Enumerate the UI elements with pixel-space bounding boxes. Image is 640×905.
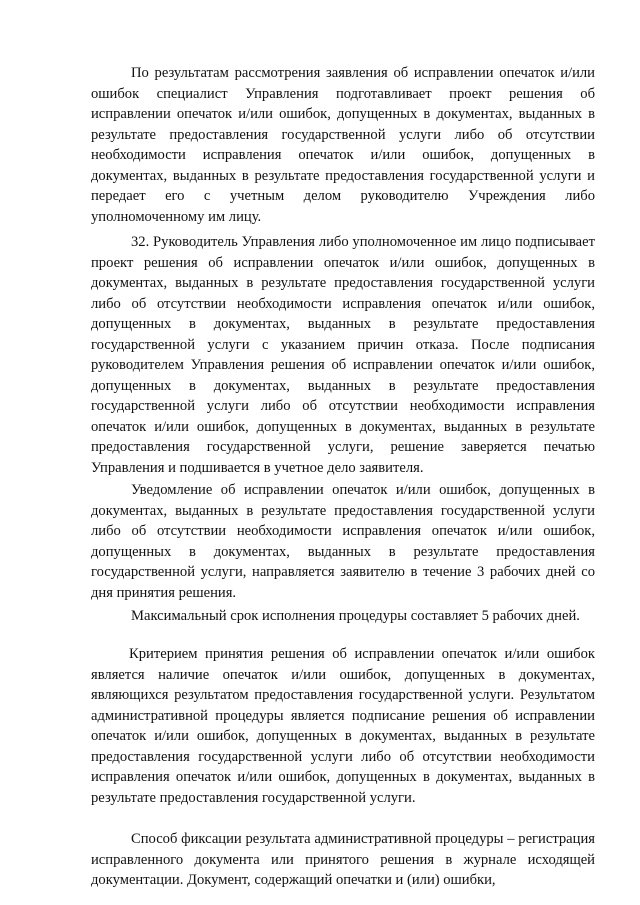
paragraph-review-results: По результатам рассмотрения заявления об исправлении опечаток и/или ошибок специалист Управления подготавливает проект решения об исправлении опечаток и/или ошибок, допущенных в документах, выданных в результате предоставления государственной услуги либо об отсутствии необходимости исправления опечаток и/или ошибок, допущенных в документах, выданных в результате предоставления государственной услуги и передает его с учетным делом руководителю Учреждения либо уполномоченному им лицу.: [91, 65, 595, 225]
paragraph-criterion-result: Критерием принятия решения об исправлении опечаток и/или ошибок является наличие опечаток и/или ошибок, допущенных в документах, являющихся результатом предоставления государственной услуги. Результатом административной процедуры является подписание решения об исправлении опечаток и/или ошибок, допущенных в документах, выданных в результате предоставления государственной услуги либо об отсутствии необходимости исправления опечаток и/или ошибок, допущенных в документах, выданных в результате предоставления государственной услуги.: [91, 646, 595, 806]
paragraph-fixation-method: Способ фиксации результата административной процедуры – регистрация исправленного документа или принятого решения в журнале исходящей документации. Документ, содержащий опечатки и (или) ошибки,: [91, 831, 595, 888]
paragraph-max-term: Максимальный срок исполнения процедуры составляет 5 рабочих дней.: [131, 608, 580, 624]
paragraph-notification: Уведомление об исправлении опечаток и/или ошибок, допущенных в документах, выданных в результате предоставления государственной услуги либо об отсутствии необходимости исправления опечаток и/или ошибок, допущенных в документах, выданных в результате предоставления государственной услуги, направляется заявителю в течение 3 рабочих дней со дня принятия решения.: [91, 482, 595, 601]
paragraph-32-signing: 32. Руководитель Управления либо уполномоченное им лицо подписывает проект решения об исправлении опечаток и/или ошибок, допущенных в документах, выданных в результате предоставления государственной услуги либо об отсутствии необходимости исправления опечаток и/или ошибок, допущенных в документах, выданных в результате предоставления государственной услуги с указанием причин отказа. После подписания руководителем Управления решения об исправлении опечаток и/или ошибок, допущенных в документах, выданных в результате предоставления государственной услуги либо об отсутствии необходимости исправления опечаток и/или ошибок, допущенных в документах, выданных в результате предоставления государственной услуги, решение заверяется печатью Управления и подшивается в учетное дело заявителя.: [91, 234, 595, 476]
